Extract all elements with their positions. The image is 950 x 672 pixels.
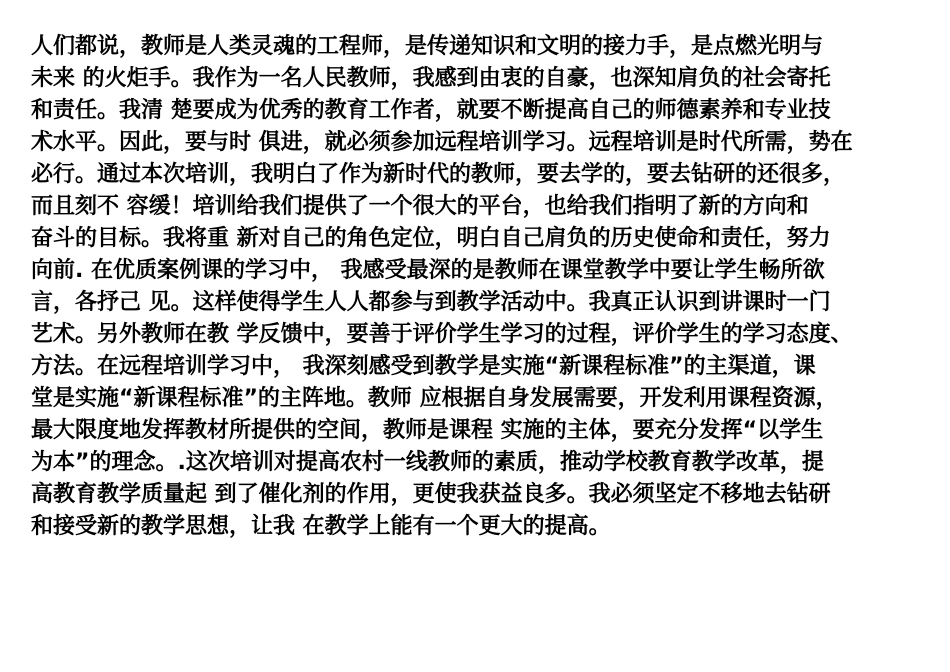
text-line-4: 术水平。因此，要与时 俱进，就必须参加远程培训学习。远程培训是时代所需，势在 (31, 130, 853, 155)
text-line-12: 堂是实施“新课程标准”的主阵地。教师 应根据自身发展需要，开发利用课程资源， (31, 386, 838, 411)
text-line-2: 未来 的火炬手。我作为一名人民教师，我感到由衷的自豪，也深知肩负的社会寄托 (31, 66, 831, 91)
text-line-3: 和责任。我清 楚要成为优秀的教育工作者，就要不断提高自己的师德素养和专业技 (31, 98, 831, 123)
body-paragraph (31, 31, 931, 543)
text-line-7: 奋斗的目标。我将重 新对自己的角色定位，明白自己肩负的历史使命和责任，努力 (31, 226, 831, 251)
text-line-15: 高教育教学质量起 到了催化剂的作用，更使我获益良多。我必须坚定不移地去钻研 (31, 482, 831, 507)
text-line-14: 为本”的理念。.这次培训对提高农村一线教师的素质，推动学校教育教学改革，提 (31, 450, 824, 475)
text-line-9: 言，各抒己 见。这样使得学生人人都参与到教学活动中。我真正认识到讲课时一门 (31, 290, 831, 315)
text-line-8: 向前. 在优质案例课的学习中， 我感受最深的是教师在课堂教学中要让学生畅所欲 (31, 258, 825, 283)
text-line-6: 而且刻不 容缓！培训给我们提供了一个很大的平台，也给我们指明了新的方向和 (31, 194, 809, 219)
text-line-11: 方法。在远程培训学习中， 我深刻感受到教学是实施“新课程标准”的主渠道，课 (31, 354, 816, 379)
text-line-13: 最大限度地发挥教材所提供的空间，教师是课程 实施的主体，要充分发挥“以学生 (31, 418, 824, 443)
text-line-16: 和接受新的教学思想，让我 在教学上能有一个更大的提高。 (31, 514, 611, 539)
text-line-5: 必行。通过本次培训，我明白了作为新时代的教师，要去学的，要去钻研的还很多， (31, 162, 846, 187)
text-line-1: 人们都说，教师是人类灵魂的工程师，是传递知识和文明的接力手，是点燃光明与 (31, 34, 824, 59)
text-line-10: 艺术。另外教师在教 学反馈中，要善于评价学生学习的过程，评价学生的学习态度、 (31, 322, 853, 347)
